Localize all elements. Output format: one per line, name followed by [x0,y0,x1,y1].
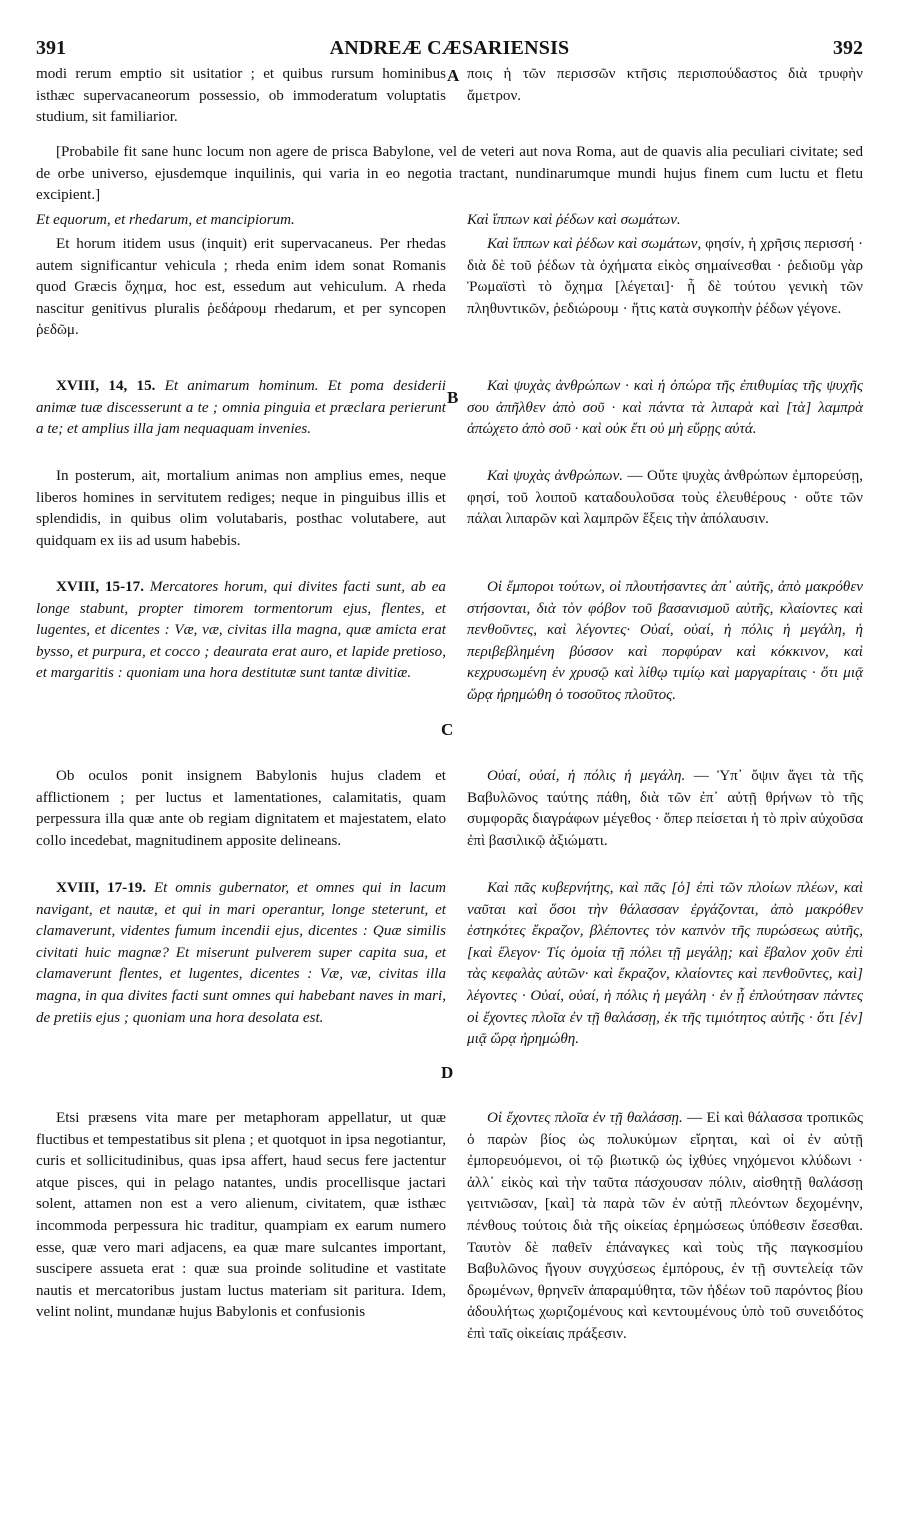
greek-verse-18-17-19 [467,878,863,1051]
section-marker-d: D [441,1063,454,1082]
page-number-left: 391 [36,37,66,59]
latin-paragraph-3 [36,466,446,552]
section-marker-a: A [447,66,460,85]
bracketed-note-text: [Probabile fit sane hunc locum non agere de prisca Babylone, vel de veteri aut nova Roma, aut de quavis alia peculiari civitate; sed de orbe universo, ejusdemque inquilinis, qui varia in eo negotia tractant, nundinarumque mundi hujus finem cum luctu et fletu excipient.] [36,144,863,204]
greek-paragraph-2 [467,234,863,320]
verse-18-14-15 [36,376,446,441]
latin-paragraph-1 [36,64,446,129]
greek-text: ποις ἡ τῶν περισσῶν κτῆσις περισπούδαστος διὰ τρυφὴν ἄμετρον. [467,66,863,104]
greek-lemma-text: Καὶ ἵππων καὶ ῥέδων καὶ σωμάτων. [467,212,681,228]
greek-lemma: Οἱ ἔχοντες πλοῖα ἐν τῇ θαλάσσῃ. [487,1110,683,1126]
latin-text: In posterum, ait, mortalium animas non amplius emes, neque liberos homines in servitutem rediges; neque in pinguibus illis et splendidis, in quibus olim volutabaris, posthac volutabere, aut quidquam ex iis ad usum habebis. [36,468,446,549]
greek-paragraph-3 [467,466,863,531]
greek-paragraph-5 [467,1108,863,1346]
section-marker-c: C [441,720,454,739]
verse-18-15-17 [36,577,446,685]
running-title: ANDREÆ CÆSARIENSIS [329,37,570,59]
greek-verse-18-15-17 [467,577,863,707]
greek-lemma: Καὶ ἵππων καὶ ῥέδων καὶ σωμάτων, [487,236,702,252]
latin-text: Etsi præsens vita mare per metaphoram appellatur, ut quæ fluctibus et tempestatibus sit plena ; et quotquot in ipsa negotiantur, curis et sollicitudinibus, quas ipsa affert, haud secus fere jactentur atque pisces, qui in pelago natantes, undis procellisque jactari solent, attamen non est a vero alienum, civitatem, quæ isthæc incommoda perpessura hic traditur, quampiam ex earum numero esse, quæ vero mari adjacens, ea quæ mare sulcantes important, suscipere assueta erat : quæ sua proinde solitudine et vastitate nautis et mercatoribus justam luctus materiam sit paritura. Idem, velint nolint, mundanæ hujus Babylonis et confusionis [36,1110,446,1321]
section-marker-b: B [447,388,459,407]
verse-18-17-19 [36,878,446,1029]
greek-verse-text: Οἱ ἔμποροι τούτων, οἱ πλουτήσαντες ἀπ᾽ αὐτῆς, ἀπὸ μακρόθεν στήσονται, διὰ τὸν φόβον τοῦ βασανισμοῦ αὐτῆς, κλαίοντες καὶ πενθοῦντες, καὶ λέγοντες· Οὐαί, οὐαί, ἡ πόλις ἡ μεγάλη, ἡ περιβεβλημένη βύσσον καὶ πορφύραν καὶ κόκκινον, καὶ κεχρυσωμένη ἐν χρυσῷ καὶ λίθῳ τιμίῳ καὶ μαργαρίταις · ὅτι μιᾷ ὥρᾳ ἠρημώθη ὁ τοσοῦτος πλοῦτος. [467,579,863,703]
greek-verse-text: Καὶ ψυχὰς ἀνθρώπων · καὶ ἡ ὀπώρα τῆς ἐπιθυμίας τῆς ψυχῆς σου ἀπῆλθεν ἀπὸ σοῦ · καὶ πάντα τὰ λιπαρὰ καὶ [τὰ] λαμπρὰ ἀπώχετο ἀπὸ σοῦ · καὶ οὐκ ἔτι οὐ μὴ εὕρῃς αὐτά. [467,378,863,438]
running-header [36,36,863,60]
verse-text: Mercatores horum, qui divites facti sunt, ab ea longe stabunt, propter timorem tormentorum ejus, flentes, et lugentes, et dicentes : Væ, væ, civitas illa magna, quæ amicta erat bysso, et purpura, et cocco ; deaurata erat auro, et lapide pretioso, et margaritis : quoniam una hora destitutæ sunt tantæ divitiæ. [36,579,446,682]
greek-paragraph-4 [467,766,863,852]
latin-text: modi rerum emptio sit usitatior ; et quibus rursum hominibus isthæc supervacaneorum possessio, ob immoderatum voluptatis studium, sit familiarior. [36,66,446,126]
latin-lemma-horses [36,210,446,232]
verse-ref: XVIII, 14, 15. [56,378,156,394]
latin-text: Ob oculos ponit insignem Babylonis hujus cladem et afflictionem ; per luctus et lamentationes, calamitatis, quam perpessura illa quæ ante ob regiam dignitatem et majestatem, elato collo incedebat, magnitudinem apposite delineans. [36,768,446,849]
latin-paragraph-2 [36,234,446,342]
greek-lemma-horses [467,210,863,232]
verse-text: Et omnis gubernator, et omnes qui in lacum navigant, et nautæ, et qui in mari operantur, longe steterunt, et clamaverunt, videntes fumum incendii ejus, dicentes : Quæ similis civitati huic magnæ? Et miserunt pulverem super capita sua, et clamaverunt flentes, et lugentes, dicentes : Væ, væ, civitas illa magna, in qua divites facti sunt omnes qui habebant naves in mari, de pretiis ejus ; quoniam una hora desolata est. [36,880,446,1026]
greek-lemma: Οὐαί, οὐαί, ἡ πόλις ἡ μεγάλη. [487,768,686,784]
greek-paragraph-1 [467,64,863,107]
latin-paragraph-5 [36,1108,446,1324]
greek-verse-18-14-15 [467,376,863,441]
latin-paragraph-4 [36,766,446,852]
verse-ref: XVIII, 15-17. [56,579,144,595]
latin-text: Et horum itidem usus (inquit) erit supervacaneus. Per rhedas autem significantur vehicula ; rheda enim idem sonat Romanis quod Græcis ὄχημα, hoc est, essedum aut vehiculum. A rheda nascitur genitivus pluralis ῥεδάρουμ rhedarum, et per syncopen ῥεδῶμ. [36,236,446,339]
greek-text: φησίν, ἡ χρῆσις περισσή · διὰ δὲ τοῦ ῥέδων τὰ ὀχήματα εἰκὸς σημαίνεσθαι · ῥεδιοῦμ γὰρ Ῥωμαϊστὶ τὸ ὄχημα [λέγεται]· ἧ δὲ τούτου γενικὴ τῶν πληθυντικῶν, ῥεδιώρουμ · ἥτις κατὰ συγκοπὴν ῥέδων γέγονε. [467,236,863,317]
greek-text: — Ὑπ᾽ ὄψιν ἄγει τὰ τῆς Βαβυλῶνος ταύτης πάθη, διὰ τῶν ἐπ᾽ αὐτῇ θρήνων τὸ τῆς συμφορᾶς διαγράφων μέγεθος · ὅπερ πείσεται ἡ τὸ πρὶν αὐχοῦσα ἐπὶ βασιλικῷ ἀξιώματι. [467,768,863,849]
latin-lemma-text: Et equorum, et rhedarum, et mancipiorum. [36,212,295,228]
greek-text: — Εἰ καὶ θάλασσα τροπικῶς ὁ παρὼν βίος ὡς πολυκύμων εἴρηται, καὶ οἱ ἐν αὐτῇ ἐμπορευόμενοι, οἱ τῷ βιωτικῷ ὡς ἰχθύες νηχόμενοι κλύδωνι · ἀλλ᾽ εἰκὸς καὶ τὴν ταῦτα πάσχουσαν πόλιν, αἰσθητῇ θαλάσσῃ γειτνιῶσαν, [καὶ] τὰ παρὰ τῶν ἐν αὐτῇ πλεόντων δεχομένην, πένθους τούτοις διὰ τῆς οἰκείας ἐρημώσεως ὑπόθεσιν ἔσεσθαι. Ταυτὸν δὲ παθεῖν ἐπάναγκες καὶ τοὺς τῆς παγκοσμίου Βαβυλῶνος ἤγουν συγχύσεως ἐμπόρους, ἐν τῇ συντελείᾳ τῶν δρωμένων, θρηνεῖν ἀπαραμύθητα, τῶν ἡδέων τοῦ παρόντος βίου ἀδουλήτως χωριζομένους καὶ κεντουμένους ὑπὸ τοῦ συνειδότος ἐπὶ ταῖς οἰκείαις πράξεσιν. [467,1110,863,1342]
greek-lemma: Καὶ ψυχὰς ἀνθρώπων. [487,468,624,484]
greek-verse-text: Καὶ πᾶς κυβερνήτης, καὶ πᾶς [ὁ] ἐπὶ τῶν πλοίων πλέων, καὶ ναῦται καὶ ὅσοι τὴν θάλασσαν ἐργάζονται, ἀπὸ μακρόθεν ἑστηκότες ἔκραζον, βλέποντες τὸν καπνὸν τῆς πυρώσεως αὐτῆς, [καὶ ἔλεγον· Τίς ὁμοία τῇ πόλει τῇ μεγάλῃ; καὶ ἔβαλον χοῦν ἐπὶ τὰς κεφαλὰς αὐτῶν· καὶ ἔκραζον, κλαίοντες καὶ πενθοῦντες, καὶ] λέγοντες · Οὐαί, οὐαί, ἡ πόλις ἡ μεγάλη · ἐν ᾗ ἐπλούτησαν πάντες οἱ ἔχοντες πλοῖα ἐν τῇ θαλάσσῃ, ἐκ τῆς τιμιότητος αὐτῆς · ὅτι [ἐν] μιᾷ ὥρᾳ ἠρημώθη. [467,880,863,1048]
bracketed-note [36,142,863,207]
greek-text: — Οὔτε ψυχὰς ἀνθρώπων ἐμπορεύσῃ, φησί, τοῦ λοιποῦ καταδουλοῦσα τοὺς ἐλευθέρους · οὔτε τῶν πάλαι λιπαρῶν καὶ λαμπρῶν ἕξεις τὴν ἀπόλαυσιν. [467,468,863,528]
verse-text: Et animarum hominum. Et poma desiderii animæ tuæ discesserunt a te ; omnia pinguia et præclara perierunt a te; et amplius illa jam nequaquam invenies. [36,378,446,438]
page-number-right: 392 [833,37,863,59]
verse-ref: XVIII, 17-19. [56,880,147,896]
